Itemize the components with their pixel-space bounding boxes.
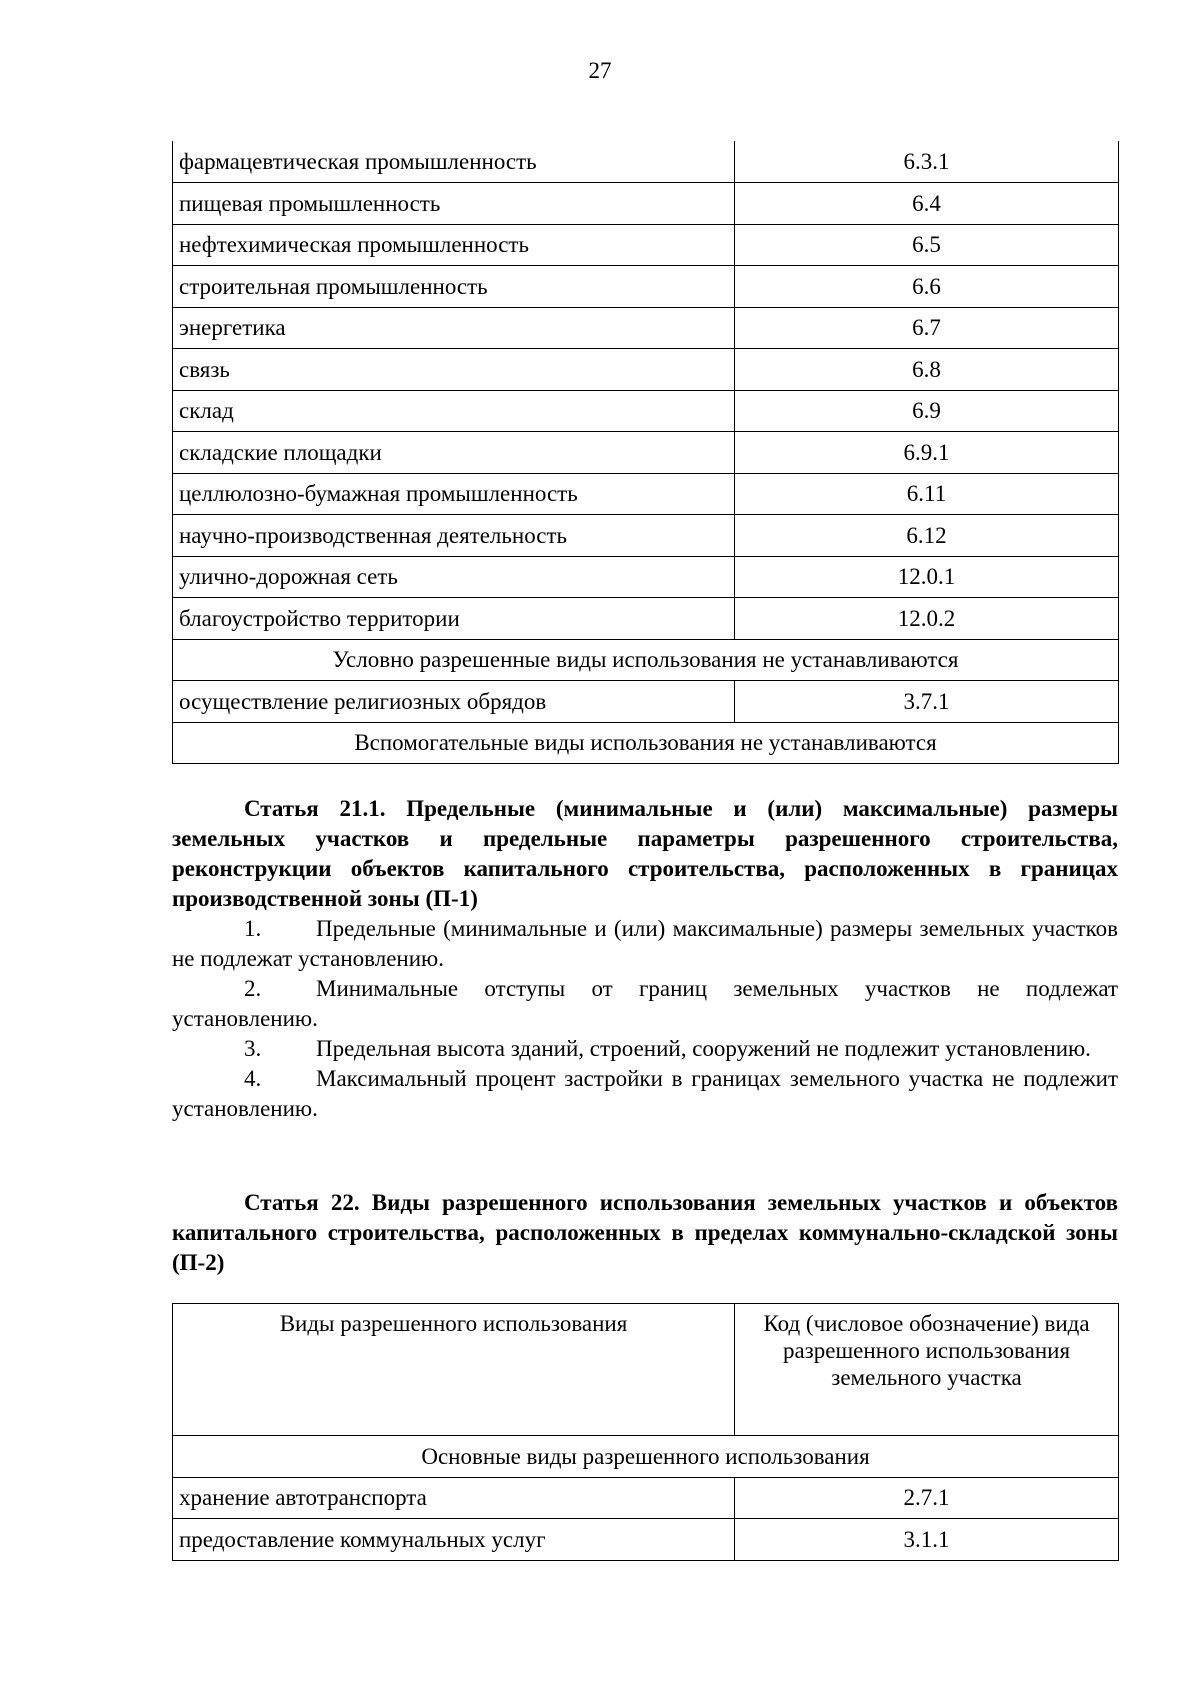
use-code: 6.8 xyxy=(735,349,1119,391)
table-row xyxy=(173,515,1119,557)
item-number: 2. xyxy=(244,976,262,1001)
column-header-use: Виды разрешенного использования xyxy=(173,1304,735,1436)
use-code: 6.7 xyxy=(735,307,1119,349)
use-name: строительная промышленность xyxy=(173,266,735,308)
permitted-use-table-p2 xyxy=(172,1303,1119,1561)
main-uses-header: Основные виды разрешенного использования xyxy=(173,1436,1119,1478)
section-header-row xyxy=(173,1436,1119,1478)
article-item xyxy=(172,1034,1118,1064)
article-item xyxy=(172,974,1118,1034)
table-row xyxy=(173,349,1119,391)
conditional-uses-header: Условно разрешенные виды использования не устанавливаются xyxy=(173,639,1119,681)
use-code: 6.12 xyxy=(735,515,1119,557)
use-code: 6.6 xyxy=(735,266,1119,308)
item-number: 4. xyxy=(244,1066,262,1091)
page-number: 27 xyxy=(588,58,612,83)
use-code: 3.7.1 xyxy=(735,681,1119,723)
use-name: целлюлозно-бумажная промышленность xyxy=(173,473,735,515)
use-code: 2.7.1 xyxy=(735,1477,1119,1519)
table-row xyxy=(173,598,1119,640)
table-row xyxy=(173,473,1119,515)
article-item xyxy=(172,914,1118,974)
table-row xyxy=(173,432,1119,474)
permitted-use-table-p1 xyxy=(172,141,1119,764)
use-name: благоустройство территории xyxy=(173,598,735,640)
item-text: Предельные (минимальные и (или) максимальные) размеры земельных участков не подлежат установлению. xyxy=(172,916,1118,971)
item-number: 1. xyxy=(244,916,262,941)
article-21-1-heading: Статья 21.1. Предельные (минимальные и (или) максимальные) размеры земельных участков и предельные параметры разрешенного строительства, реконструкции объектов капитального строительства, расположенных в границах производственной зоны (П-1) xyxy=(172,796,1118,911)
use-name: энергетика xyxy=(173,307,735,349)
section-header-row xyxy=(173,639,1119,681)
use-name: фармацевтическая промышленность xyxy=(173,141,735,183)
use-code: 12.0.2 xyxy=(735,598,1119,640)
article-21-1 xyxy=(172,794,1118,1124)
table-row xyxy=(173,183,1119,225)
use-code: 6.9.1 xyxy=(735,432,1119,474)
use-name: связь xyxy=(173,349,735,391)
use-code: 6.3.1 xyxy=(735,141,1119,183)
use-name: пищевая промышленность xyxy=(173,183,735,225)
table-header-row xyxy=(173,1304,1119,1436)
use-name: предоставление коммунальных услуг xyxy=(173,1519,735,1561)
use-name: улично-дорожная сеть xyxy=(173,556,735,598)
table-row xyxy=(173,681,1119,723)
use-name: нефтехимическая промышленность xyxy=(173,224,735,266)
item-text: Минимальные отступы от границ земельных участков не подлежат установлению. xyxy=(172,976,1118,1031)
item-text: Предельная высота зданий, строений, сооружений не подлежит установлению. xyxy=(316,1036,1091,1061)
use-name: осуществление религиозных обрядов xyxy=(173,681,735,723)
use-name: складские площадки xyxy=(173,432,735,474)
auxiliary-uses-header: Вспомогательные виды использования не устанавливаются xyxy=(173,722,1119,764)
section-header-row xyxy=(173,722,1119,764)
item-text: Максимальный процент застройки в границах земельного участка не подлежит установлению. xyxy=(172,1066,1118,1121)
table-row xyxy=(173,390,1119,432)
table-row xyxy=(173,307,1119,349)
table-row xyxy=(173,141,1119,183)
use-name: научно-производственная деятельность xyxy=(173,515,735,557)
table-row xyxy=(173,556,1119,598)
table-row xyxy=(173,1519,1119,1561)
article-item xyxy=(172,1064,1118,1124)
use-code: 6.9 xyxy=(735,390,1119,432)
table-row xyxy=(173,266,1119,308)
use-code: 6.11 xyxy=(735,473,1119,515)
article-22-heading: Статья 22. Виды разрешенного использования земельных участков и объектов капитального строительства, расположенных в пределах коммунально-складской зоны (П-2) xyxy=(172,1190,1118,1275)
use-code: 6.4 xyxy=(735,183,1119,225)
table-row xyxy=(173,224,1119,266)
use-code: 12.0.1 xyxy=(735,556,1119,598)
use-name: хранение автотранспорта xyxy=(173,1477,735,1519)
column-header-code: Код (числовое обозначение) вида разрешенного использования земельного участка xyxy=(735,1304,1119,1436)
article-22 xyxy=(172,1188,1118,1278)
item-number: 3. xyxy=(244,1036,262,1061)
use-code: 3.1.1 xyxy=(735,1519,1119,1561)
use-name: склад xyxy=(173,390,735,432)
use-code: 6.5 xyxy=(735,224,1119,266)
table-row xyxy=(173,1477,1119,1519)
